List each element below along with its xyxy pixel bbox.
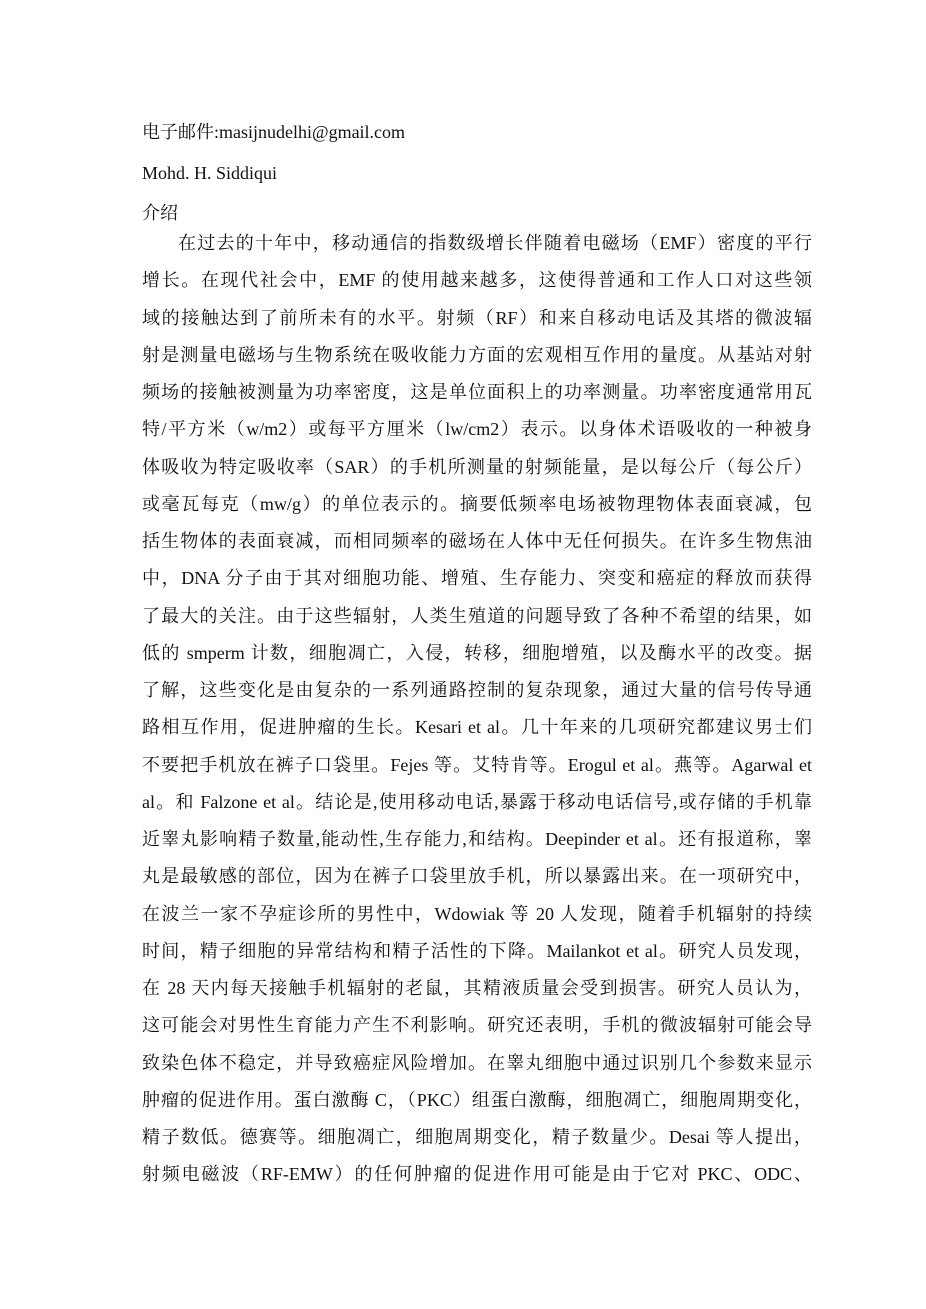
paragraph-line: al。和 Falzone et al。结论是,使用移动电话,暴露于移动电话信号,或存储的手机靠 [142, 791, 812, 812]
paragraph-line: 了最大的关注。由于这些辐射，人类生殖道的问题导致了各种不希望的结果，如 [142, 605, 812, 626]
paragraph-line: 或毫瓦每克（mw/g）的单位表示的。摘要低频率电场被物理物体表面衰减，包 [142, 493, 812, 514]
paragraph-line: 在波兰一家不孕症诊所的男性中，Wdowiak 等 20 人发现，随着手机辐射的持续 [142, 903, 812, 924]
section-title: 介绍 [142, 203, 178, 224]
paragraph-line: 了解，这些变化是由复杂的一系列通路控制的复杂现象，通过大量的信号传导通 [142, 680, 812, 700]
paragraph-line: 精子数低。德赛等。细胞凋亡，细胞周期变化，精子数量少。Desai 等人提出， [142, 1127, 812, 1147]
paragraph-line: 中，DNA 分子由于其对细胞功能、增殖、生存能力、突变和癌症的释放而获得 [142, 568, 812, 589]
paragraph-line: 在过去的十年中，移动通信的指数级增长伴随着电磁场（EMF）密度的平行 [178, 233, 812, 253]
paragraph-line: 不要把手机放在裤子口袋里。Fejes 等。艾特肯等。Erogul et al。燕等。Agarwal et [142, 754, 812, 775]
paragraph-line: 体吸收为特定吸收率（SAR）的手机所测量的射频能量，是以每公斤（每公斤） [142, 456, 812, 477]
paragraph-line: 频场的接触被测量为功率密度，这是单位面积上的功率测量。功率密度通常用瓦 [142, 382, 812, 402]
paragraph-line: 肿瘤的促进作用。蛋白激酶 C，（PKC）组蛋白激酶，细胞凋亡，细胞周期变化， [142, 1089, 812, 1110]
paragraph-line: 射频电磁波（RF-EMW）的任何肿瘤的促进作用可能是由于它对 PKC、ODC、 [142, 1164, 812, 1185]
paragraph-line: 低的 smperm 计数，细胞凋亡，入侵，转移，细胞增殖，以及酶水平的改变。据 [142, 642, 812, 663]
paragraph-line: 射是测量电磁场与生物系统在吸收能力方面的宏观相互作用的量度。从基站对射 [142, 344, 812, 365]
paragraph-line: 路相互作用，促进肿瘤的生长。Kesari et al。几十年来的几项研究都建议男士们 [142, 717, 812, 738]
paragraph-line: 时间，精子细胞的异常结构和精子活性的下降。Mailankot et al。研究人员发现， [142, 940, 812, 961]
paragraph-line: 致染色体不稳定，并导致癌症风险增加。在睾丸细胞中通过识别几个参数来显示 [142, 1052, 812, 1073]
paragraph-line: 近睾丸影响精子数量,能动性,生存能力,和结构。Deepinder et al。还有报道称，睾 [142, 829, 812, 849]
paragraph-line: 丸是最敏感的部位，因为在裤子口袋里放手机，所以暴露出来。在一项研究中， [142, 866, 812, 887]
introduction-paragraph [142, 225, 812, 1194]
paragraph-line: 域的接触达到了前所未有的水平。射频（RF）和来自移动电话及其塔的微波辐 [142, 307, 812, 328]
author-line: Mohd. H. Siddiqui [142, 162, 278, 183]
paragraph-line: 这可能会对男性生育能力产生不利影响。研究还表明，手机的微波辐射可能会导 [142, 1015, 812, 1036]
email-line: 电子邮件:masijnudelhi@gmail.com [142, 122, 406, 142]
paragraph-line: 括生物体的表面衰减，而相同频率的磁场在人体中无任何损失。在许多生物焦油 [142, 531, 812, 551]
document-header [142, 112, 818, 234]
paragraph-line: 增长。在现代社会中，EMF 的使用越来越多，这使得普通和工作人口对这些领 [142, 270, 812, 291]
paragraph-line: 特/平方米（w/m2）或每平方厘米（lw/cm2）表示。以身体术语吸收的一种被身 [142, 419, 812, 440]
paragraph-line: 在 28 天内每天接触手机辐射的老鼠，其精液质量会受到损害。研究人员认为， [142, 978, 812, 998]
